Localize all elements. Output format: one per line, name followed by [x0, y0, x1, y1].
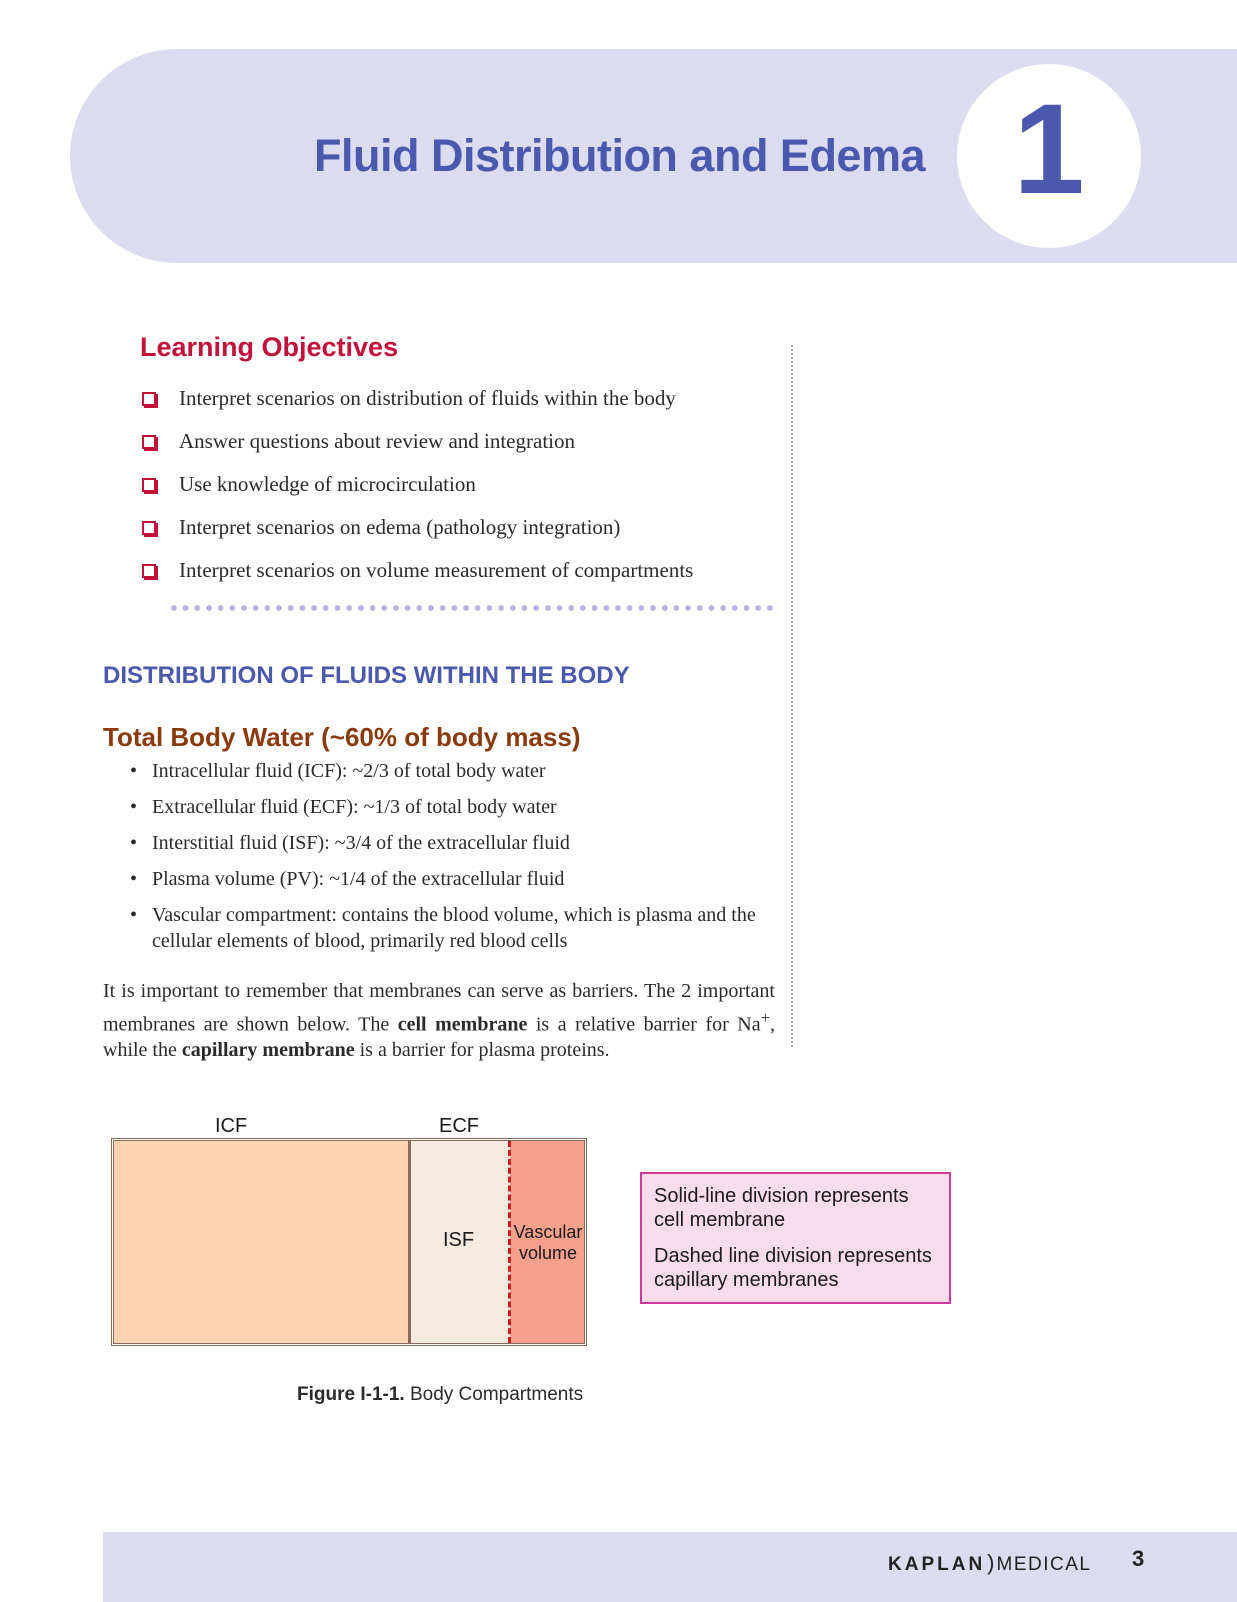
learning-objectives-list: [140, 383, 780, 598]
bullet-text: Intracellular fluid (ICF): ~2/3 of total body water: [152, 760, 546, 782]
paragraph-bold-term: cell membrane: [397, 1013, 528, 1036]
label-volume-line: volume: [518, 1243, 578, 1263]
publisher-logo: [888, 1550, 1091, 1576]
objective-item: [140, 383, 780, 426]
bullet-text: Vascular compartment: contains the blood volume, which is plasma and the cellular elements of blood, primarily red blood cells: [152, 904, 756, 952]
bullet-item: [130, 794, 780, 820]
label-vascular-line: Vascular: [513, 1222, 583, 1242]
legend-text: Solid-line division represents: [654, 1185, 909, 1207]
subsection-heading: Total Body Water (~60% of body mass): [103, 722, 581, 752]
legend-text: cell membrane: [654, 1209, 786, 1231]
label-icf: ICF: [215, 1115, 248, 1137]
label-ecf: ECF: [439, 1115, 479, 1137]
checkbox-icon: [142, 435, 156, 449]
bullet-text: Extracellular fluid (ECF): ~1/3 of total body water: [152, 796, 557, 818]
logo-medical: MEDICAL: [996, 1554, 1092, 1575]
bullet-text: Interstitial fluid (ISF): ~3/4 of the extracellular fluid: [152, 832, 570, 854]
logo-paren: ): [987, 1550, 995, 1575]
checkbox-icon: [142, 521, 156, 535]
objective-item: [140, 512, 780, 555]
bullet-icon: •: [130, 832, 138, 854]
legend-text: Dashed line division represents: [654, 1245, 932, 1267]
paragraph-text: It is important to remember that membranes can serve as barriers. The 2 important membranes are shown below. The: [103, 980, 775, 1036]
chapter-title: Fluid Distribution and Edema: [313, 130, 925, 181]
checkbox-icon: [142, 564, 156, 578]
chapter-number: 1: [1013, 78, 1085, 221]
caption-text: Body Compartments: [404, 1384, 584, 1405]
bullet-text: Plasma volume (PV): ~1/4 of the extracellular fluid: [152, 868, 565, 890]
checkbox-icon: [142, 392, 156, 406]
logo-kaplan: KAPLAN: [888, 1554, 986, 1575]
paragraph-text: is a relative barrier for Na: [527, 1013, 761, 1036]
paragraph-bold-term: capillary membrane: [181, 1038, 355, 1061]
bullet-list: [130, 758, 780, 964]
page-number: 3: [1132, 1546, 1145, 1571]
objective-text: Interpret scenarios on volume measurement of compartments: [179, 558, 694, 582]
bullet-icon: •: [130, 760, 138, 782]
figure-legend: [640, 1172, 951, 1304]
objective-item: [140, 555, 780, 598]
label-isf: ISF: [443, 1229, 475, 1251]
bullet-icon: •: [130, 904, 138, 926]
bullet-item: [130, 758, 780, 784]
legend-dashed-line: [654, 1244, 937, 1292]
checkbox-icon: [142, 478, 156, 492]
objective-text: Answer questions about review and integration: [179, 429, 575, 453]
objective-text: Use knowledge of microcirculation: [179, 472, 476, 496]
bullet-icon: •: [130, 796, 138, 818]
paragraph-superscript: +: [760, 1007, 770, 1027]
learning-objectives-heading: Learning Objectives: [140, 332, 399, 362]
objective-item: [140, 426, 780, 469]
section-heading: DISTRIBUTION OF FLUIDS WITHIN THE BODY: [103, 662, 630, 689]
caption-label: Figure I-1-1.: [297, 1384, 405, 1405]
paragraph-text: , while the: [103, 1013, 775, 1061]
sidebar-divider: [791, 345, 793, 1047]
legend-solid-line: [654, 1184, 937, 1232]
objective-text: Interpret scenarios on edema (pathology integration): [179, 515, 621, 539]
bullet-item: [130, 866, 780, 892]
bullet-item: [130, 830, 780, 856]
label-vascular-volume: [510, 1222, 586, 1264]
legend-text: capillary membranes: [654, 1269, 839, 1291]
figure-caption: [297, 1384, 583, 1406]
bullet-item: [130, 902, 780, 954]
objective-text: Interpret scenarios on distribution of fluids within the body: [179, 386, 676, 410]
body-paragraph: [103, 979, 775, 1063]
bullet-icon: •: [130, 868, 138, 890]
dotted-separator: [168, 604, 778, 612]
objective-item: [140, 469, 780, 512]
paragraph-text: is a barrier for plasma proteins.: [354, 1038, 610, 1061]
